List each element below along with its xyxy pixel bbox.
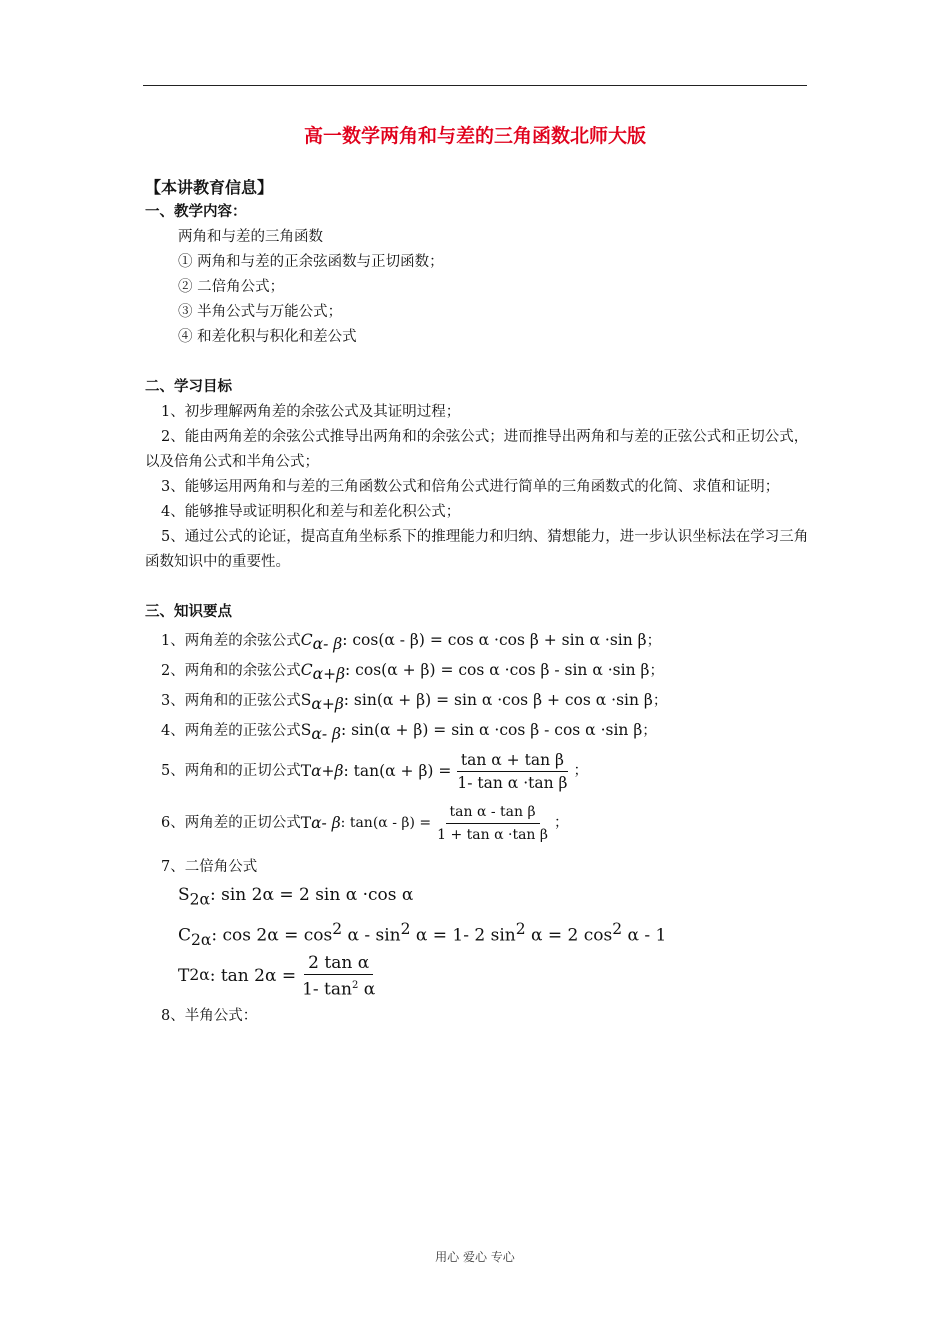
formula-cos-double: $C_{2\alpha}$: $\cos 2\alpha = \cos^2 \alpha - \sin^2 \alpha = 1-$ 2 $\sin^2 \alpha = 2$ $\cos^2 \alpha - 1$ [178, 920, 667, 950]
list-item: 两角和与差的三角函数 [178, 229, 323, 245]
section3-heading: 三、知识要点 [145, 604, 232, 620]
list-item: ③ 半角公式与万能公式； [178, 304, 343, 320]
section-content [145, 200, 810, 350]
formula-tan-diff: 6、两角差的正切公式 T α- β : tan(α - β) = $\frac{\text{tan α - tan β}}{\text{1 + tan α ·tan β}}$ ； [145, 797, 810, 849]
fraction: $\frac{\text{2 tan α}}{1- \tan^2 \alpha}$ [302, 952, 376, 1000]
page-title: 高一数学两角和与差的三角函数北师大版 [303, 125, 646, 147]
header-rule [143, 85, 807, 86]
half-angle-label: 8、半角公式： [161, 1008, 258, 1024]
double-angle-label: 7、二倍角公式 [161, 859, 258, 875]
list-item: 3、能够运用两角和与差的三角函数公式和倍角公式进行简单的三角函数式的化简、求值和证明； [161, 479, 780, 495]
list-item: ② 二倍角公式； [178, 279, 285, 295]
list-item: 2、能由两角差的余弦公式推导出两角和的余弦公式；进而推导出两角和与差的正弦公式和正切公式，以及倍角公式和半角公式； [145, 429, 809, 470]
fraction: $\frac{\text{tan α + tan β}}{\text{1- tan α ·tan β}}$ [457, 750, 568, 792]
formula-tan-sum: 5、两角和的正切公式 T α+β : tan(α + β) = $\frac{\text{tan α + tan β}}{\text{1- tan α ·tan β}}$ ； [161, 750, 588, 792]
list-item: ① 两角和与差的正余弦函数与正切函数； [178, 254, 444, 270]
list-item: ④ 和差化积与积化和差公式 [178, 329, 357, 345]
formula-tan-double: T 2α : tan 2α = $\frac{\text{2 tan α}}{1- \tan^2 \alpha}$ [145, 948, 810, 1004]
list-item: 4、能够推导或证明积化和差与和差化积公式； [161, 504, 461, 520]
formula-sin-sum: 3、两角和的正弦公式$S_{\alpha+\beta}$: sin(α + β) = sin α ·cos β + cos α ·sin β； [161, 691, 668, 713]
section1-heading: 一、教学内容： [145, 204, 247, 220]
section2-heading: 二、学习目标 [145, 379, 232, 395]
formula-sin-diff: 4、两角差的正弦公式$S_{\alpha- \beta}$: sin(α + β) = sin α ·cos β - cos α ·sin β； [161, 721, 657, 743]
document-body [145, 175, 810, 1029]
formula-cos-diff: 1、两角差的余弦公式$C_{\alpha- \beta}$: cos(α - β) = cos α ·cos β + sin α ·sin β； [161, 631, 662, 653]
list-item: 1、初步理解两角差的余弦公式及其证明过程； [161, 404, 461, 420]
formula-sin-double: $S_{2\alpha}$: sin 2α = 2 sin α ·cos α [178, 885, 414, 909]
formula-cos-sum: 2、两角和的余弦公式$C_{\alpha+\beta}$: cos(α + β) = cos α ·cos β - sin α ·sin β； [161, 661, 664, 683]
section-knowledge [145, 600, 810, 1029]
section-goals [145, 375, 810, 575]
fraction: $\frac{\text{tan α - tan β}}{\text{1 + tan α ·tan β}}$ [433, 801, 552, 846]
info-header: 【本讲教育信息】 [145, 178, 274, 197]
list-item: 5、通过公式的论证，提高直角坐标系下的推理能力和归纳、猜想能力，进一步认识坐标法在学习三角函数知识中的重要性。 [145, 529, 809, 570]
page-footer: 用心 爱心 专心 [435, 1250, 515, 1264]
